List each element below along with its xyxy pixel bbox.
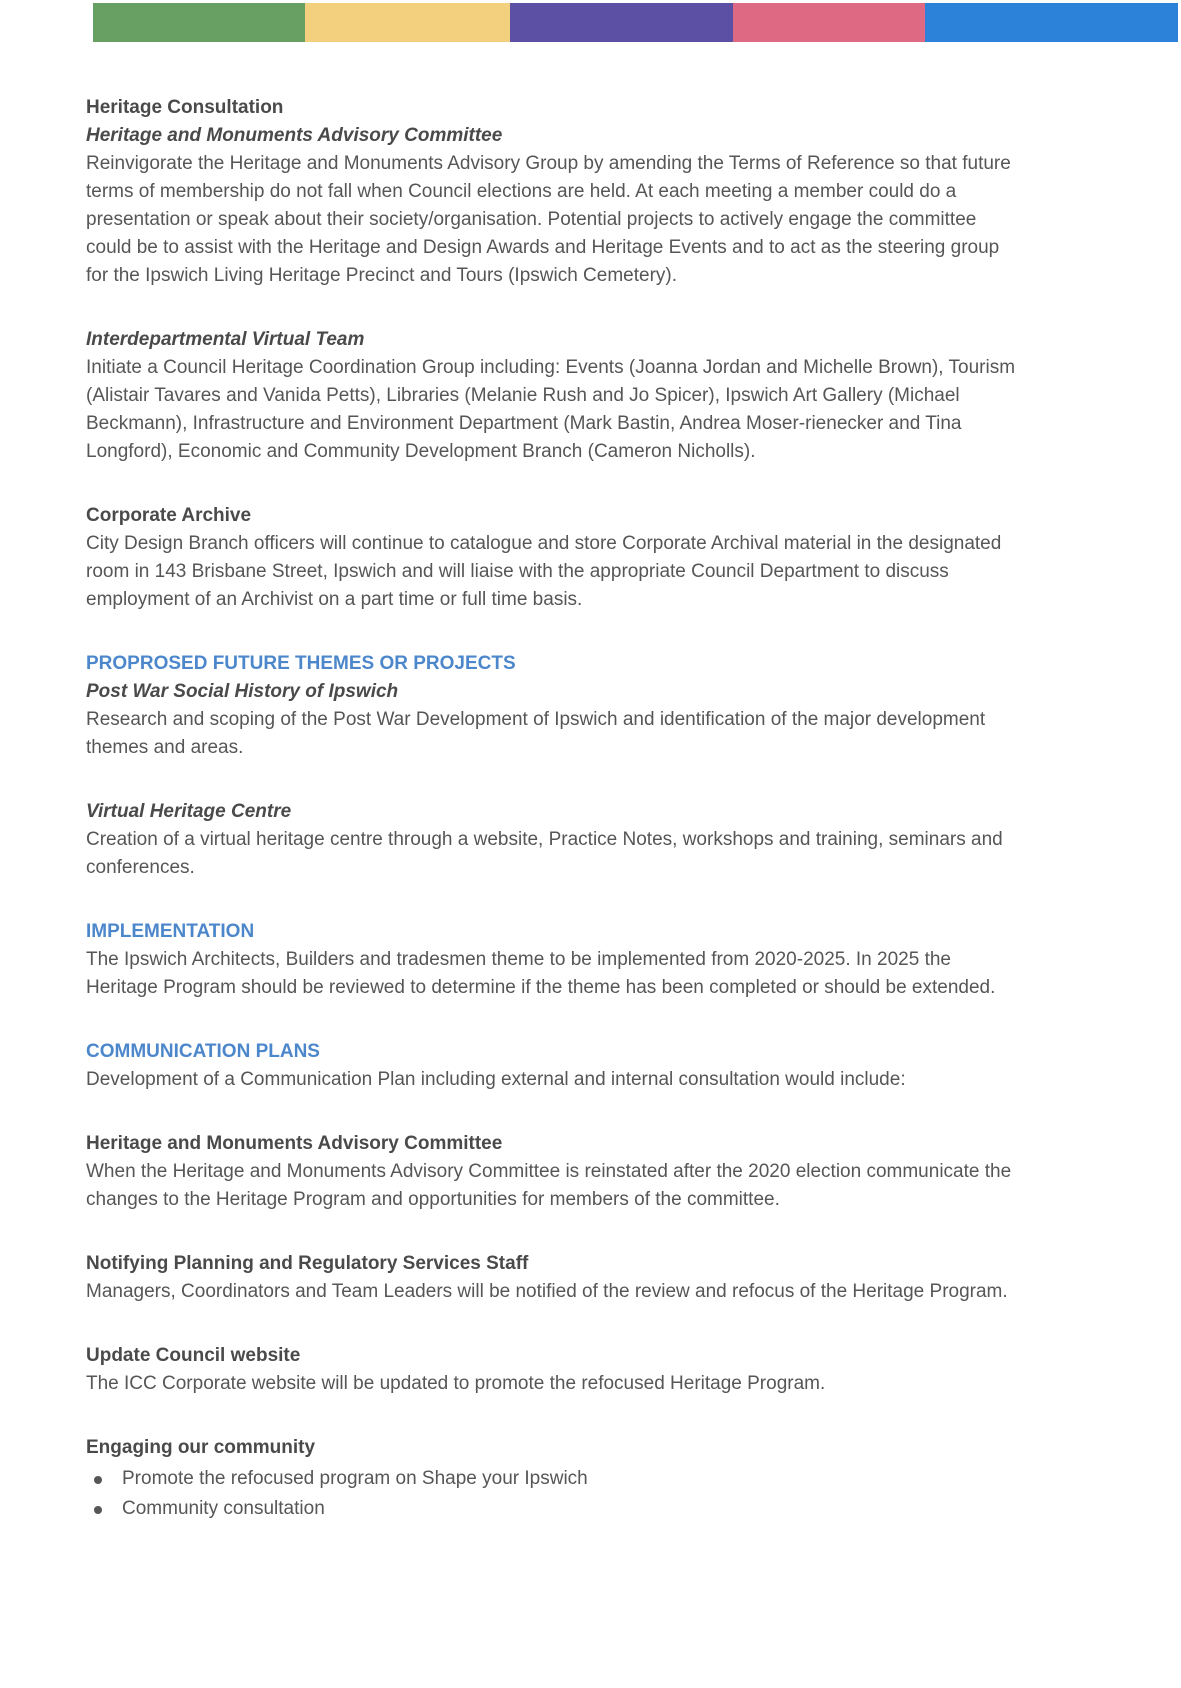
heading-virtual-heritage-centre: Virtual Heritage Centre — [86, 801, 292, 822]
banner-pink-block — [733, 3, 925, 42]
document-body — [86, 94, 1026, 1524]
paragraph-virtual-heritage-centre: Creation of a virtual heritage centre through a website, Practice Notes, workshops and training, seminars and conferences. — [86, 829, 1003, 878]
banner-blue-block — [925, 3, 1178, 42]
top-color-banner — [93, 3, 1178, 42]
heading-hmac-reinstated: Heritage and Monuments Advisory Committee — [86, 1133, 503, 1154]
bullet-community-consultation: Community consultation — [86, 1494, 1026, 1524]
heading-corporate-archive: Corporate Archive — [86, 505, 252, 526]
banner-yellow-block — [305, 3, 510, 42]
paragraph-communication-plans: Development of a Communication Plan including external and internal consultation would include: — [86, 1069, 906, 1090]
heading-heritage-consultation: Heritage Consultation — [86, 97, 284, 118]
paragraph-hmac-reinstated: When the Heritage and Monuments Advisory Committee is reinstated after the 2020 election communicate the changes to the Heritage Program and opportunities for members of the committee. — [86, 1161, 1012, 1210]
heading-hmac: Heritage and Monuments Advisory Committee — [86, 125, 503, 146]
heading-notifying-staff: Notifying Planning and Regulatory Services Staff — [86, 1253, 529, 1274]
heading-update-website: Update Council website — [86, 1345, 301, 1366]
heading-communication-plans: COMMUNICATION PLANS — [86, 1041, 320, 1062]
bullet-shape-your-ipswich: Promote the refocused program on Shape your Ipswich — [86, 1464, 1026, 1494]
community-bullet-list — [86, 1464, 1026, 1524]
section-update-website — [86, 1342, 1026, 1398]
paragraph-notifying-staff: Managers, Coordinators and Team Leaders will be notified of the review and refocus of the Heritage Program. — [86, 1281, 1008, 1302]
paragraph-hmac: Reinvigorate the Heritage and Monuments Advisory Group by amending the Terms of Reference so that future terms of membership do not fall when Council elections are held. At each meeting a member could do a presentation or speak about their society/organisation. Potential projects to actively engage the committee could be to assist with the Heritage and Design Awards and Heritage Events and to act as the steering group for the Ipswich Living Heritage Precinct and Tours (Ipswich Cemetery). — [86, 153, 1011, 286]
section-notifying-staff — [86, 1250, 1026, 1306]
paragraph-post-war: Research and scoping of the Post War Development of Ipswich and identification of the major development themes and areas. — [86, 709, 986, 758]
paragraph-virtual-team: Initiate a Council Heritage Coordination Group including: Events (Joanna Jordan and Michelle Brown), Tourism (Alistair Tavares and Vanida Petts), Libraries (Melanie Rush and Jo Spicer), Ipswich Art Gallery (Michael Beckmann), Infrastructure and Environment Department (Mark Bastin, Andrea Moser-rienecker and Tina Longford), Economic and Community Development Branch (Cameron Nicholls). — [86, 357, 1016, 462]
section-corporate-archive — [86, 502, 1026, 614]
section-virtual-heritage-centre — [86, 798, 1026, 882]
paragraph-update-website: The ICC Corporate website will be updated to promote the refocused Heritage Program. — [86, 1373, 826, 1394]
section-hmac-reinstated — [86, 1130, 1026, 1214]
heading-future-themes: PROPROSED FUTURE THEMES OR PROJECTS — [86, 653, 516, 674]
heading-implementation: IMPLEMENTATION — [86, 921, 255, 942]
section-communication-plans — [86, 1038, 1026, 1094]
heading-engaging-community: Engaging our community — [86, 1437, 316, 1458]
paragraph-implementation: The Ipswich Architects, Builders and tradesmen theme to be implemented from 2020-2025. In 2025 the Heritage Program should be reviewed to determine if the theme has been completed or should be extended. — [86, 949, 996, 998]
heading-post-war: Post War Social History of Ipswich — [86, 681, 399, 702]
banner-green-block — [93, 3, 305, 42]
paragraph-corporate-archive: City Design Branch officers will continue to catalogue and store Corporate Archival material in the designated room in 143 Brisbane Street, Ipswich and will liaise with the appropriate Council Department to discuss employment of an Archivist on a part time or full time basis. — [86, 533, 1002, 610]
section-heritage-consultation — [86, 94, 1026, 290]
banner-purple-block — [510, 3, 733, 42]
section-virtual-team — [86, 326, 1026, 466]
section-engaging-community — [86, 1434, 1026, 1524]
section-implementation — [86, 918, 1026, 1002]
heading-virtual-team: Interdepartmental Virtual Team — [86, 329, 365, 350]
section-future-themes — [86, 650, 1026, 762]
